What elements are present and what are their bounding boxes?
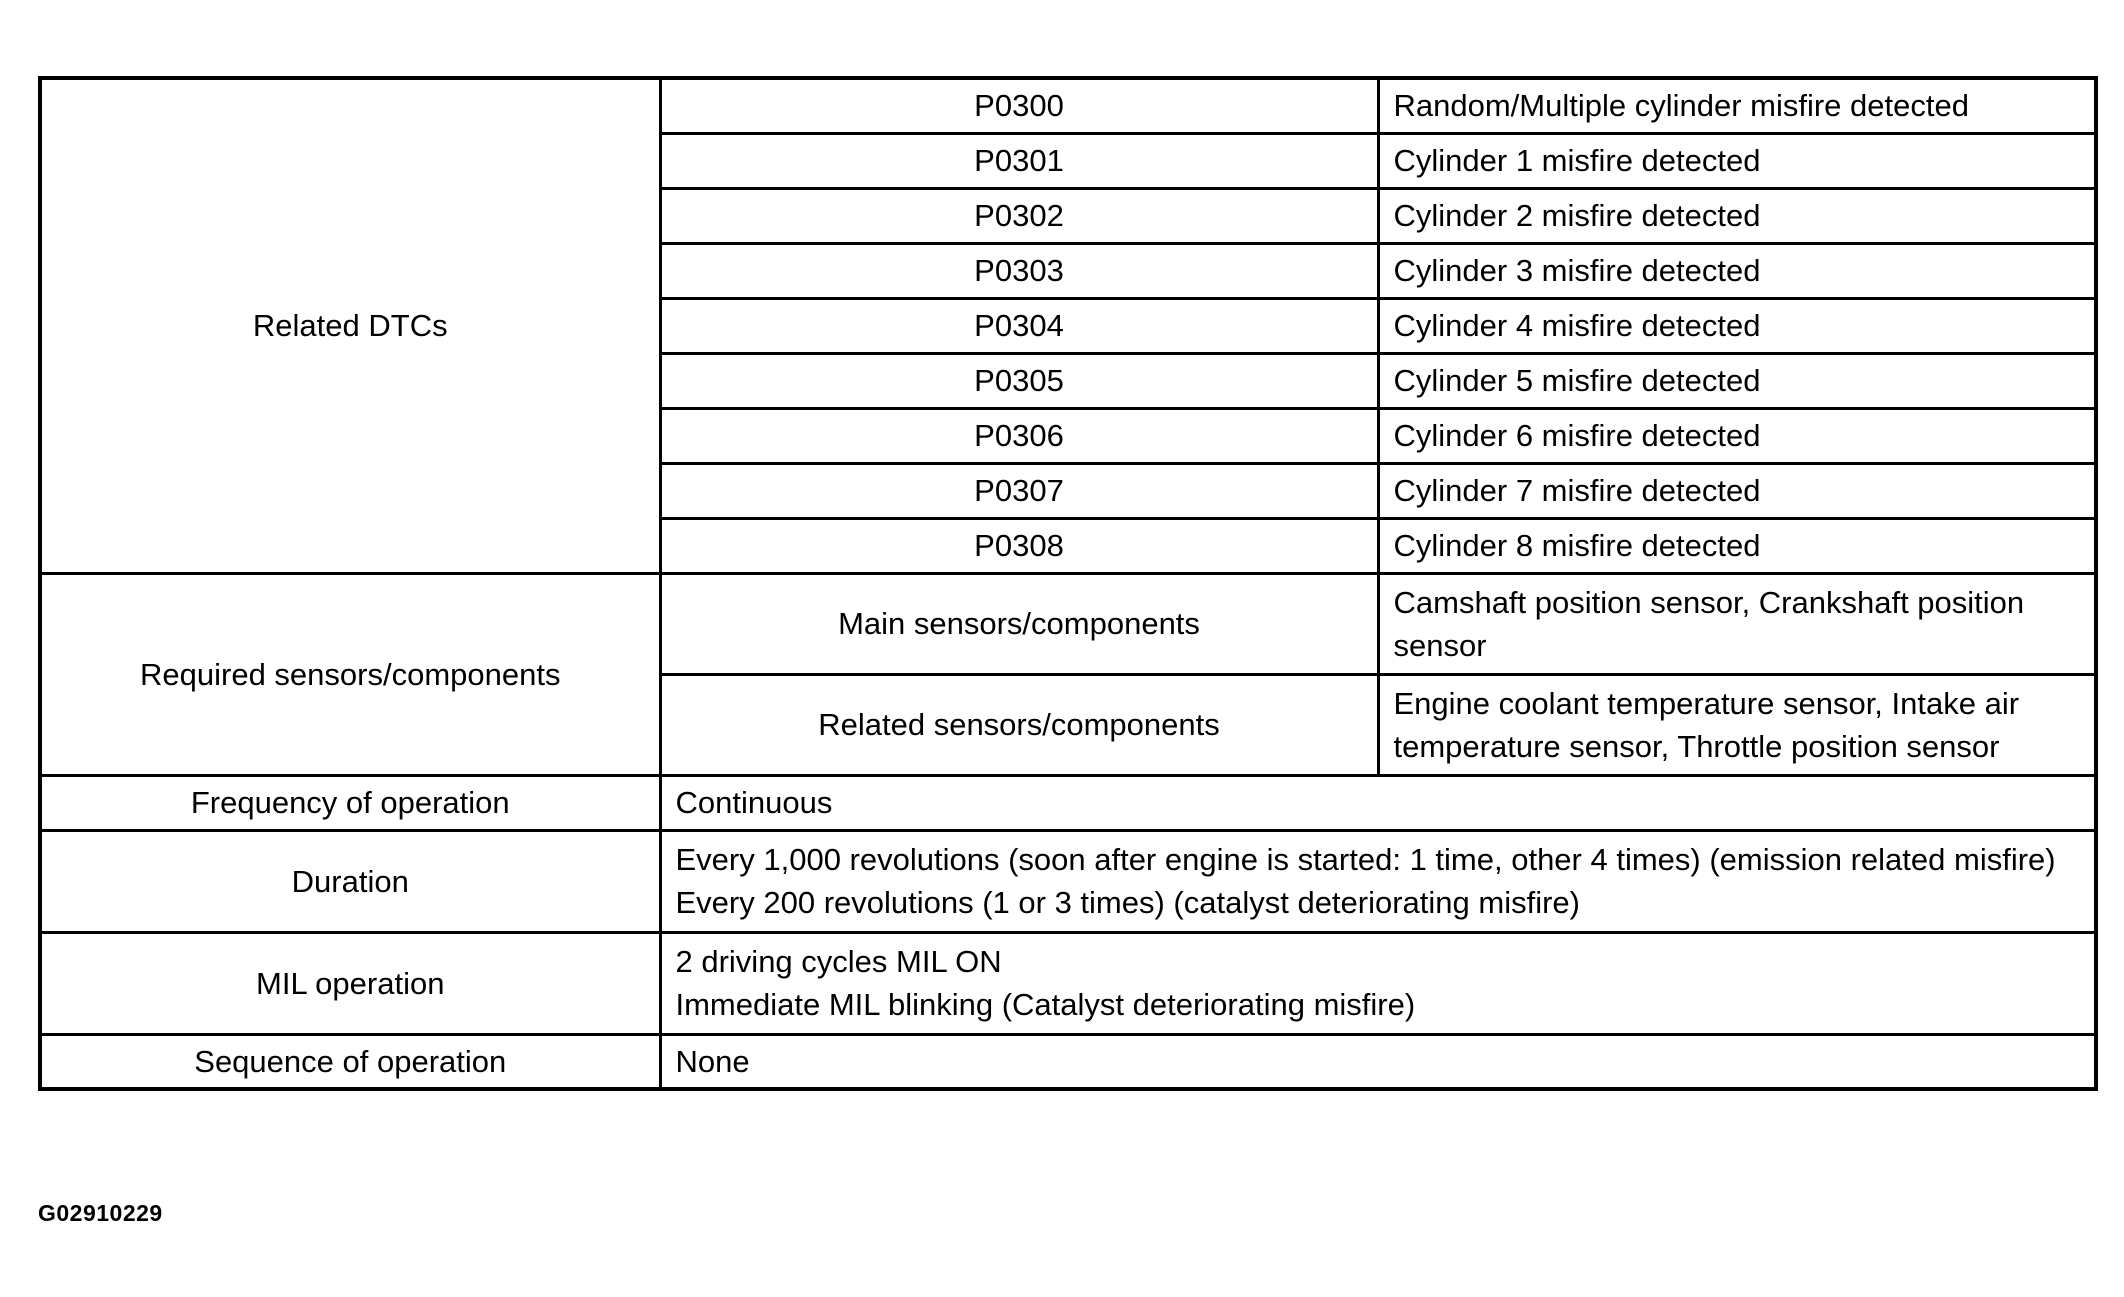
dtc-code: P0305 — [660, 353, 1378, 408]
dtc-description: Cylinder 8 misfire detected — [1378, 518, 2096, 573]
dtc-code: P0306 — [660, 408, 1378, 463]
required-sensors-label: Required sensors/components — [40, 573, 660, 775]
dtc-code: P0301 — [660, 133, 1378, 188]
dtc-code: P0307 — [660, 463, 1378, 518]
duration-line: Every 1,000 revolutions (soon after engine is started: 1 time, other 4 times) (emission related misfire) — [675, 842, 2056, 877]
mil-operation-line: 2 driving cycles MIL ON — [675, 944, 1002, 979]
dtc-description: Random/Multiple cylinder misfire detected — [1378, 78, 2096, 133]
dtc-code: P0308 — [660, 518, 1378, 573]
table-row — [40, 573, 2096, 674]
table-row — [40, 78, 2096, 133]
dtc-description: Cylinder 2 misfire detected — [1378, 188, 2096, 243]
dtc-description: Cylinder 4 misfire detected — [1378, 298, 2096, 353]
duration-label: Duration — [40, 830, 660, 932]
related-sensors-label: Related sensors/components — [660, 674, 1378, 775]
main-sensors-label: Main sensors/components — [660, 573, 1378, 674]
dtc-code: P0304 — [660, 298, 1378, 353]
duration-value — [660, 830, 2096, 932]
mil-operation-line: Immediate MIL blinking (Catalyst deteriorating misfire) — [675, 987, 1416, 1022]
mil-operation-label: MIL operation — [40, 932, 660, 1034]
related-sensors-value: Engine coolant temperature sensor, Intake air temperature sensor, Throttle position sensor — [1378, 674, 2096, 775]
sequence-label: Sequence of operation — [40, 1034, 660, 1089]
main-sensors-value: Camshaft position sensor, Crankshaft position sensor — [1378, 573, 2096, 674]
specification-table — [38, 76, 2098, 1091]
table-row — [40, 775, 2096, 830]
frequency-value: Continuous — [660, 775, 2096, 830]
table-row — [40, 932, 2096, 1034]
frequency-label: Frequency of operation — [40, 775, 660, 830]
table-row — [40, 830, 2096, 932]
duration-line: Every 200 revolutions (1 or 3 times) (catalyst deteriorating misfire) — [675, 885, 1580, 920]
dtc-code: P0302 — [660, 188, 1378, 243]
dtc-code: P0300 — [660, 78, 1378, 133]
dtc-description: Cylinder 7 misfire detected — [1378, 463, 2096, 518]
dtc-description: Cylinder 3 misfire detected — [1378, 243, 2096, 298]
related-dtcs-label: Related DTCs — [40, 78, 660, 573]
dtc-description: Cylinder 5 misfire detected — [1378, 353, 2096, 408]
dtc-code: P0303 — [660, 243, 1378, 298]
mil-operation-value — [660, 932, 2096, 1034]
dtc-description: Cylinder 6 misfire detected — [1378, 408, 2096, 463]
figure-id: G02910229 — [38, 1200, 163, 1226]
sequence-value: None — [660, 1034, 2096, 1089]
table-row — [40, 1034, 2096, 1089]
dtc-description: Cylinder 1 misfire detected — [1378, 133, 2096, 188]
